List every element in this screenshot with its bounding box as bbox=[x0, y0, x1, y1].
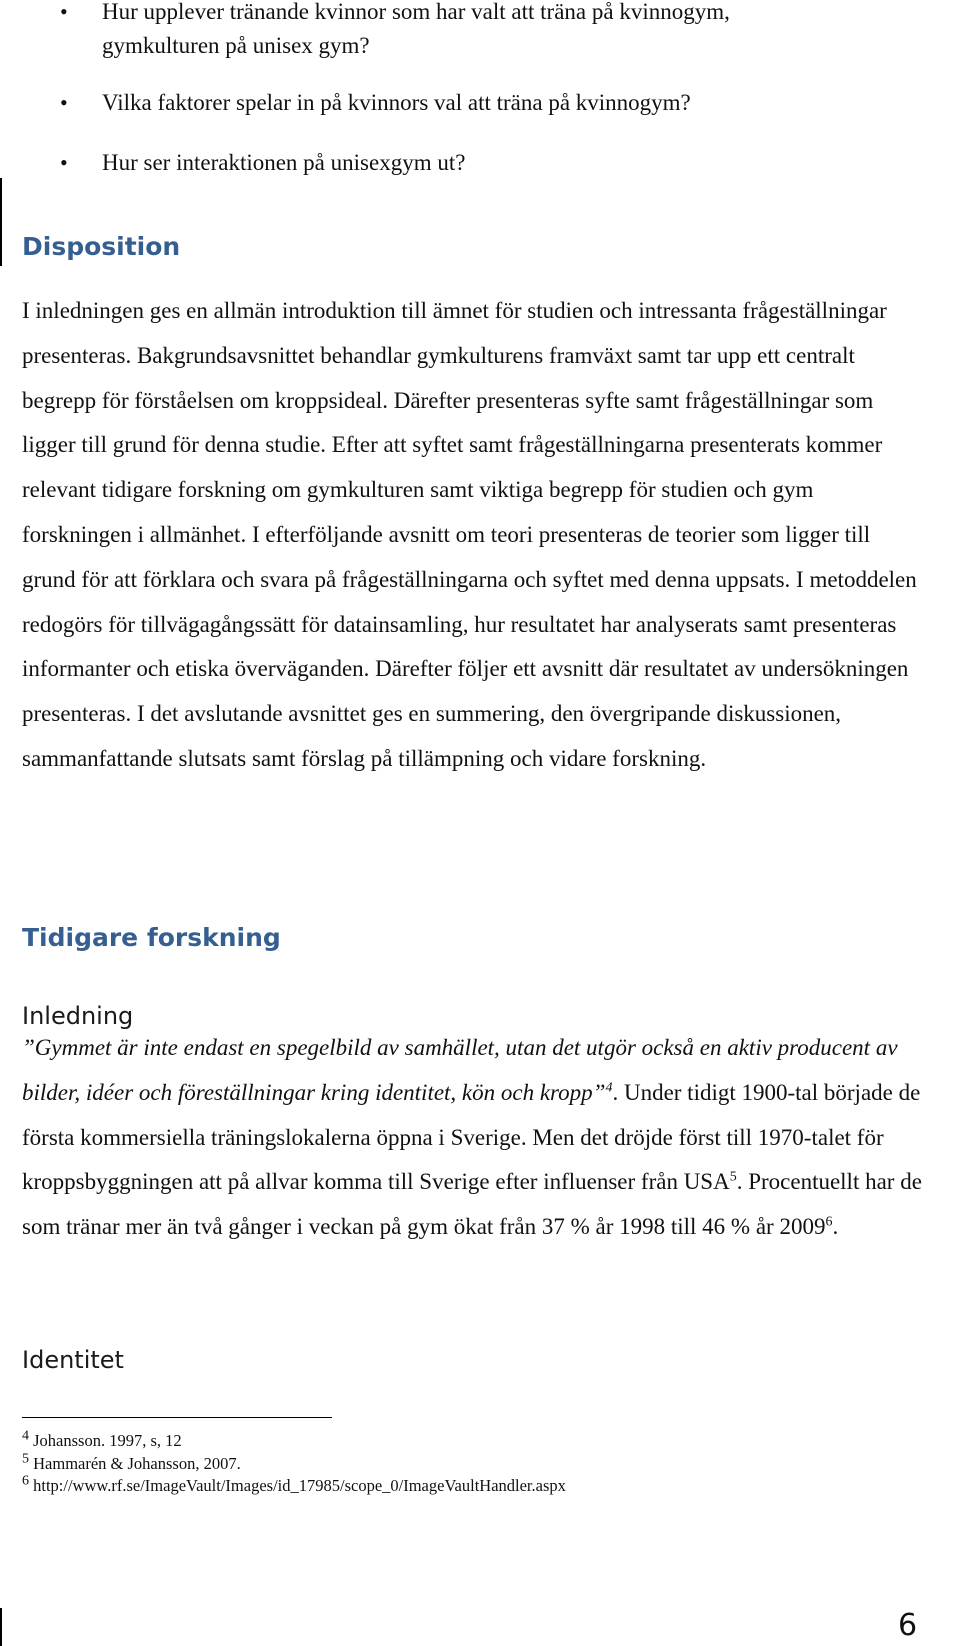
page-number: 6 bbox=[898, 1608, 918, 1643]
footnote-ref: 4 bbox=[605, 1080, 613, 1096]
footnotes bbox=[22, 1430, 922, 1498]
disposition-paragraph: I inledningen ges en allmän introduktion till ämnet för studien och intressanta frågeställningar presenteras. Bakgrundsavsnittet behandlar gymkulturens framväxt samt tar upp ett centralt begrepp för förståelsen om kroppsideal. Därefter presenteras syfte samt frågeställningar som ligger till grund för denna studie. Efter att syftet samt frågeställningarna presenterats kommer relevant tidigare forskning om gymkulturen samt viktiga begrepp för studien och gym forskningen i allmänhet. I efterföljande avsnitt om teori presenteras de teorier som ligger till grund för att förklara och svara på frågeställningarna och syftet med denna uppsats. I metoddelen redogörs för tillvägagångssätt för datainsamling, hur resultatet har analyserats samt presenteras informanter och etiska överväganden. Därefter följer ett avsnitt där resultatet av undersökningen presenteras. I det avslutande avsnittet ges en summering, den övergripande diskussionen, sammanfattande slutsats samt förslag på tillämpning och vidare forskning. bbox=[22, 298, 917, 771]
list-item bbox=[60, 146, 465, 180]
subheading-inledning: Inledning bbox=[22, 1002, 134, 1030]
bullet-icon: • bbox=[60, 0, 68, 24]
list-item-text: Hur upplever tränande kvinnor som har valt att träna på kvinnogym, gymkulturen på unisex gym? bbox=[102, 0, 730, 58]
list-item bbox=[60, 0, 730, 63]
change-bar bbox=[0, 178, 2, 266]
list-item bbox=[60, 86, 691, 120]
bullet-icon: • bbox=[60, 90, 68, 115]
footnote-ref: 5 bbox=[729, 1169, 737, 1185]
footnote: $^5$ Hammarén & Johansson, 2007. bbox=[22, 1451, 241, 1473]
change-bar bbox=[0, 1608, 2, 1646]
inledning-paragraph: ”Gymmet är inte endast en spegelbild av samhället, utan det utgör också en aktiv producent av bilder, idéer och föreställningar kring identitet, kön och kropp”$^4$. Under tidigt 1900-tal började de första kommersiella träningslokalerna öppna i Sverige. Men det dröjde först till 1970-talet för kroppsbyggningen att på allvar komma till Sverige efter influenser från USA$^5$. Procentuellt har de som tränar mer än två gånger i veckan på gym ökat från 37 % år 1998 till 46 % år 2009$^6$. bbox=[22, 1035, 922, 1240]
quote: ”Gymmet är inte endast en spegelbild av samhället, utan det utgör också en aktiv producent av bilder, idéer och föreställningar kring identitet, kön och kropp” bbox=[22, 1035, 898, 1105]
footnote: $^4$ Johansson. 1997, s, 12 bbox=[22, 1428, 182, 1450]
section-heading-tidigare-forskning: Tidigare forskning bbox=[22, 923, 281, 952]
subheading-identitet: Identitet bbox=[22, 1346, 124, 1374]
bullet-icon: • bbox=[60, 150, 68, 175]
footnote-ref: 6 bbox=[825, 1214, 833, 1230]
section-heading-disposition: Disposition bbox=[22, 232, 181, 261]
list-item-text: Hur ser interaktionen på unisexgym ut? bbox=[102, 150, 466, 175]
footnote: $^6$ http://www.rf.se/ImageVault/Images/id_17985/scope_0/ImageVaultHandler.aspx bbox=[22, 1473, 566, 1495]
list-item-text: Vilka faktorer spelar in på kvinnors val att träna på kvinnogym? bbox=[102, 90, 691, 115]
footnote-separator bbox=[22, 1417, 332, 1418]
